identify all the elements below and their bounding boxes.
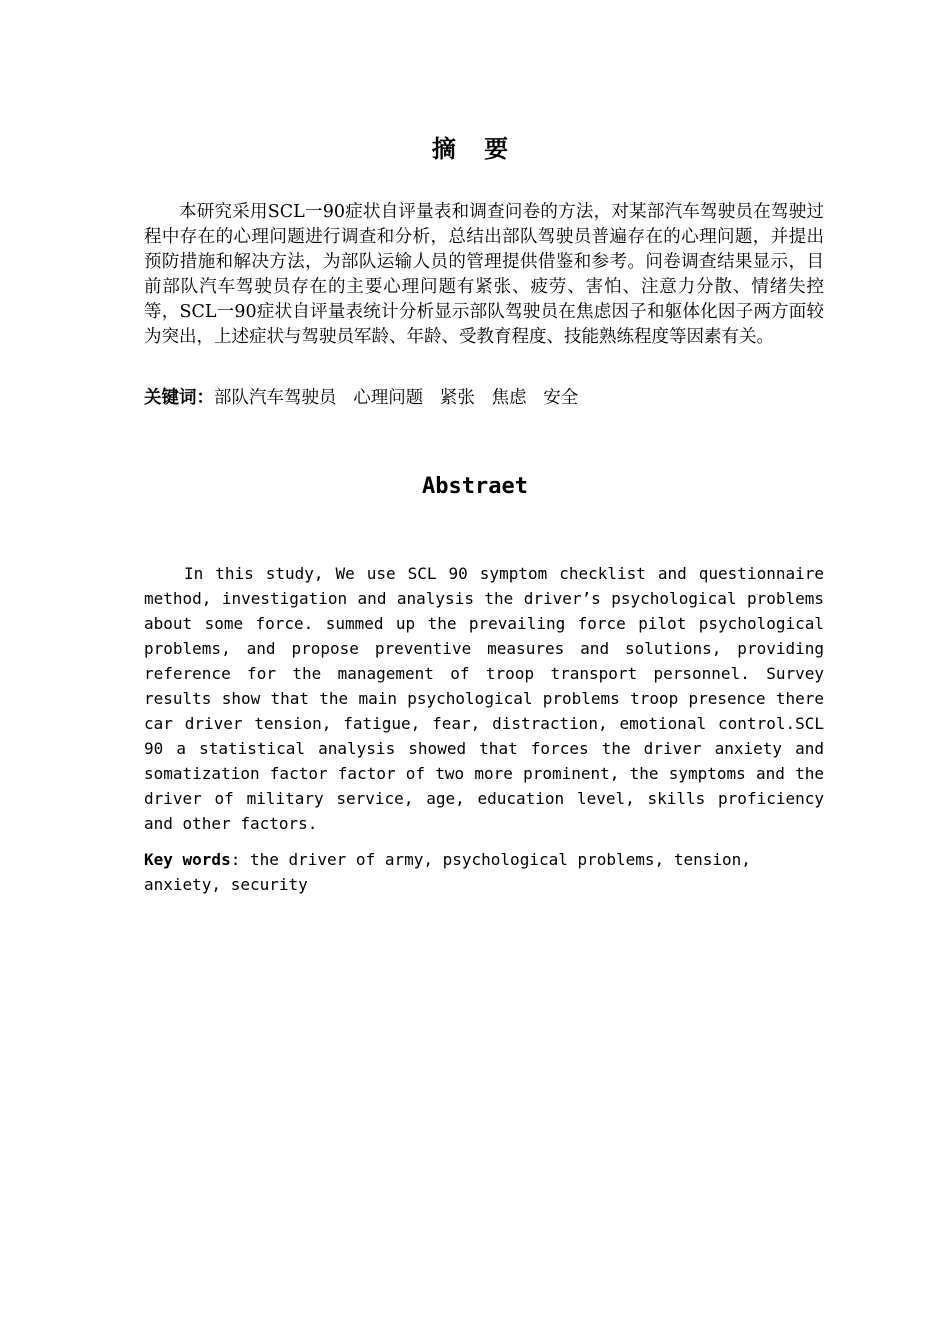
chinese-keywords-line	[144, 386, 824, 411]
english-keywords-text: : the driver of army, psychological problems, tension, anxiety, security	[144, 850, 751, 894]
chinese-keywords-label: 关键词：	[144, 388, 214, 408]
english-keywords-line	[144, 847, 824, 897]
chinese-keywords-text: 部队汽车驾驶员 心理问题 紧张 焦虑 安全	[214, 388, 579, 408]
chinese-abstract-body: 本研究采用SCL一90症状自评量表和调查问卷的方法，对某部汽车驾驶员在驾驶过程中存在的心理问题进行调查和分析，总结出部队驾驶员普遍存在的心理问题，并提出预防措施和解决方法，为部队运输人员的管理提供借鉴和参考。问卷调查结果显示，目前部队汽车驾驶员存在的主要心理问题有紧张、疲劳、害怕、注意力分散、情绪失控等，SCL一90症状自评量表统计分析显示部队驾驶员在焦虑因子和躯体化因子两方面较为突出，上述症状与驾驶员军龄、年龄、受教育程度、技能熟练程度等因素有关。	[144, 202, 824, 347]
chinese-abstract-title: 摘 要	[431, 134, 519, 163]
english-keywords-label: Key words	[144, 850, 231, 869]
english-abstract-body: In this study, We use SCL 90 symptom checklist and questionnaire method, investigation and analysis the driver’s psychological problems about some force. summed up the prevailing force pilot psychological problems, and propose preventive measures and solutions, providing reference for the management of troop transport personnel. Survey results show that the main psychological problems troop presence there car driver tension, fatigue, fear, distraction, emotional control.SCL 90 a statistical analysis showed that forces the driver anxiety and somatization factor factor of two more prominent, the symptoms and the driver of military service, age, education level, skills proficiency and other factors.	[144, 564, 824, 833]
english-abstract-title: Abstraet	[422, 474, 528, 499]
